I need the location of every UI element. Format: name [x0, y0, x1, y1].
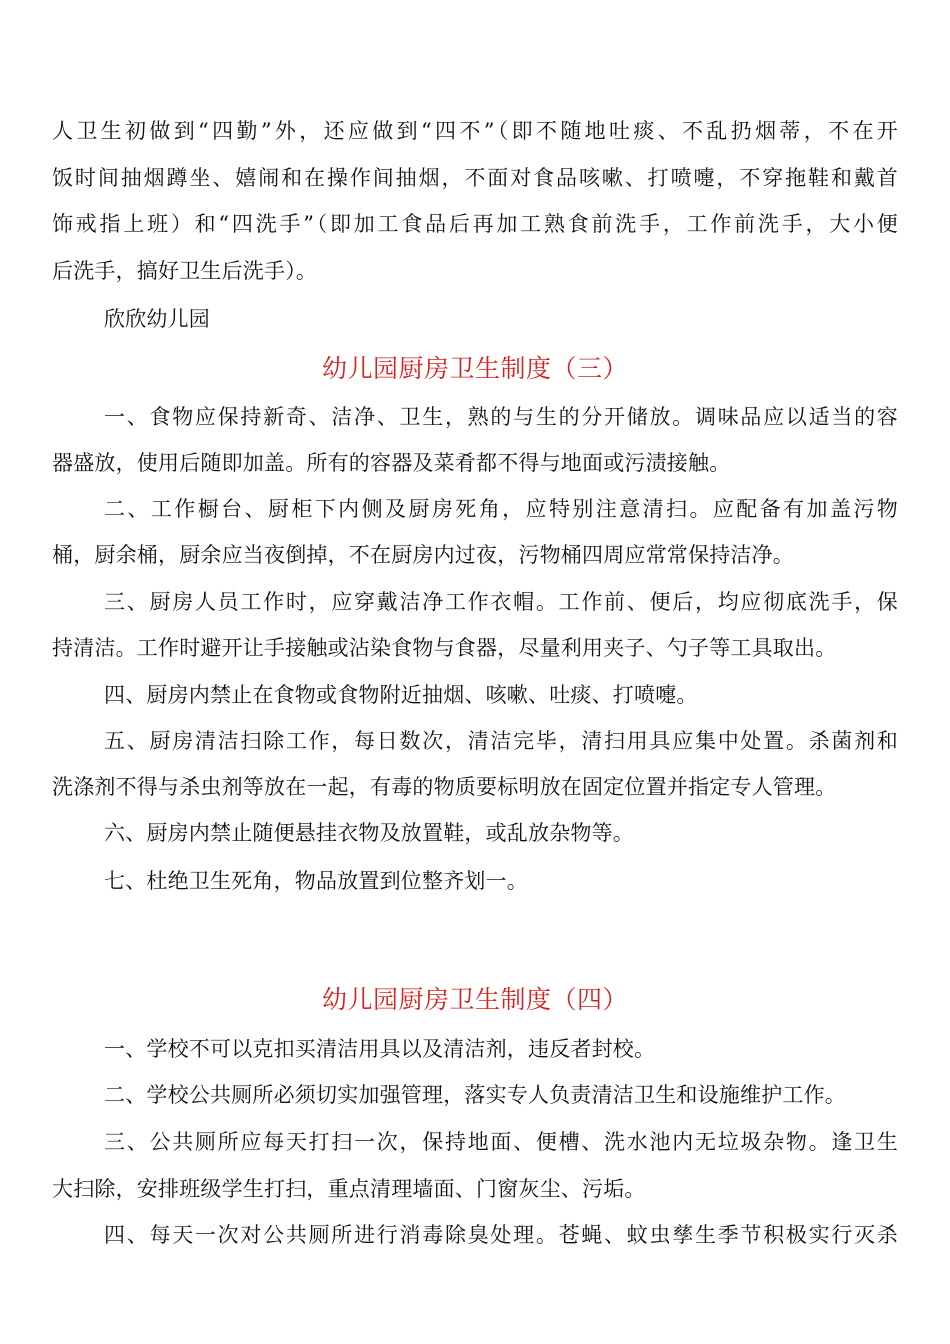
s4-line-5: 四、每天一次对公共厕所进行消毒除臭处理。苍蝇、蚊虫孳生季节积极实行灭杀 — [104, 1223, 898, 1247]
s4-line-1: 一、学校不可以克扣买清洁用具以及清洁剂，违反者封校。 — [104, 1037, 656, 1061]
intro-line-1: 人卫生初做到“四勤”外，还应做到“四不”（即不随地吐痰、不乱扔烟蒂，不在开 — [52, 119, 898, 143]
s3-line-9: 洗涤剂不得与杀虫剂等放在一起，有毒的物质要标明放在固定位置并指定专人管理。 — [52, 775, 837, 799]
section-title-4: 幼儿园厨房卫生制度（四） — [321, 985, 628, 1014]
s3-line-8: 五、厨房清洁扫除工作，每日数次，清洁完毕，清扫用具应集中处置。杀菌剂和 — [104, 729, 898, 753]
s3-line-5: 三、厨房人员工作时，应穿戴洁净工作衣帽。工作前、便后，均应彻底洗手，保 — [104, 590, 898, 614]
signature: 欣欣幼儿园 — [104, 307, 210, 331]
section-title-3: 幼儿园厨房卫生制度（三） — [321, 354, 628, 383]
s4-line-3: 三、公共厕所应每天打扫一次，保持地面、便槽、洗水池内无垃圾杂物。逢卫生 — [104, 1130, 898, 1154]
s3-line-10: 六、厨房内禁止随便悬挂衣物及放置鞋，或乱放杂物等。 — [104, 821, 634, 845]
s3-line-7: 四、厨房内禁止在食物或食物附近抽烟、咳嗽、吐痰、打喷嚏。 — [104, 683, 698, 707]
intro-line-4: 后洗手，搞好卫生后洗手）。 — [52, 259, 318, 283]
s3-line-3: 二、工作橱台、厨柜下内侧及厨房死角，应特别注意清扫。应配备有加盖污物 — [104, 497, 898, 521]
intro-line-2: 饭时间抽烟蹲坐、嬉闹和在操作间抽烟，不面对食品咳嗽、打喷嚏，不穿拖鞋和戴首 — [52, 166, 898, 190]
intro-line-3: 饰戒指上班）和“四洗手”（即加工食品后再加工熟食前洗手，工作前洗手，大小便 — [52, 212, 898, 236]
s3-line-1: 一、食物应保持新奇、洁净、卫生，熟的与生的分开储放。调味品应以适当的容 — [104, 405, 898, 429]
s4-line-2: 二、学校公共厕所必须切实加强管理，落实专人负责清洁卫生和设施维护工作。 — [104, 1083, 846, 1107]
s3-line-6: 持清洁。工作时避开让手接触或沾染食物与食器，尽量利用夹子、勺子等工具取出。 — [52, 636, 837, 660]
s3-line-2: 器盛放，使用后随即加盖。所有的容器及菜肴都不得与地面或污渍接触。 — [52, 451, 731, 475]
s3-line-11: 七、杜绝卫生死角，物品放置到位整齐划一。 — [104, 869, 528, 893]
s3-line-4: 桶，厨余桶，厨余应当夜倒掉，不在厨房内过夜，污物桶四周应常常保持洁净。 — [52, 543, 794, 567]
s4-line-4: 大扫除，安排班级学生打扫，重点清理墙面、门窗灰尘、污垢。 — [52, 1177, 646, 1201]
